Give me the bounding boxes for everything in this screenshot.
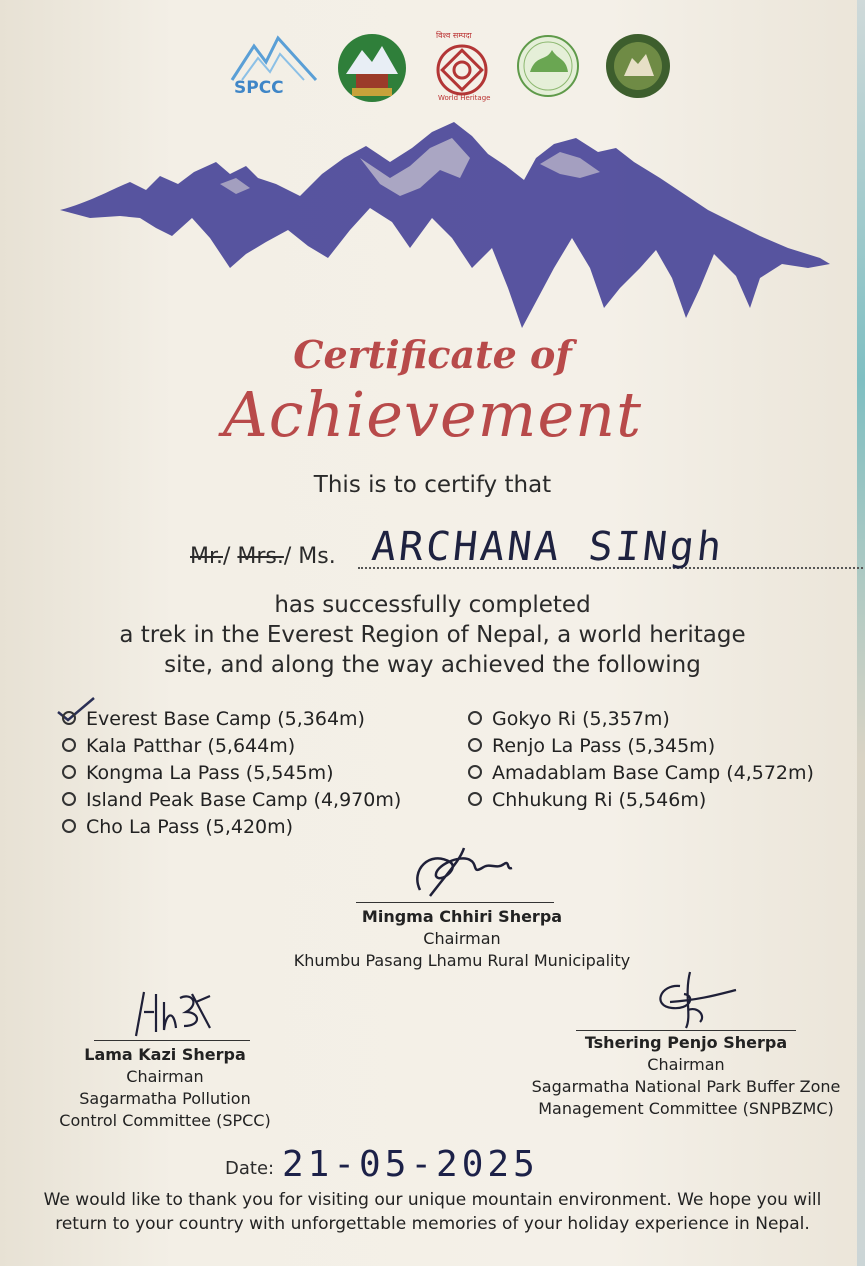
national-park-logo: [604, 32, 672, 100]
right-signatory-org-line2: Management Committee (SNPBZMC): [538, 1099, 834, 1118]
municipality-emblem-icon: [336, 32, 408, 104]
achievement-label: Island Peak Base Camp (4,970m): [86, 789, 402, 811]
mountain-range-illustration: [60, 118, 830, 338]
municipality-logo: [336, 32, 408, 104]
list-item: [468, 735, 814, 762]
buffer-zone-logo: [516, 32, 580, 100]
circle-bullet-icon: [468, 765, 482, 779]
certificate-title-line2: Achievement: [223, 378, 642, 451]
circle-bullet-icon: [62, 819, 76, 833]
achievement-label: Gokyo Ri (5,357m): [492, 708, 670, 730]
list-item: [62, 735, 401, 762]
circle-bullet-icon: [468, 792, 482, 806]
achievement-label: Everest Base Camp (5,364m): [86, 708, 365, 730]
achievements-right-list: [468, 708, 814, 816]
center-signatory-role: Chairman: [423, 929, 501, 948]
left-signatory-org-line1: Sagarmatha Pollution: [79, 1089, 251, 1108]
center-signature-line: [356, 902, 554, 903]
date-label: Date:: [225, 1158, 275, 1179]
date-value: 21-05-2025: [282, 1144, 539, 1185]
achievement-label: Cho La Pass (5,420m): [86, 816, 294, 838]
world-heritage-top-text: विश्व सम्पदा: [436, 31, 472, 40]
right-signatory-role: Chairman: [647, 1055, 725, 1074]
right-signature-line: [576, 1030, 796, 1031]
body-line1: has successfully completed: [274, 592, 591, 618]
left-signatory-name: Lama Kazi Sherpa: [84, 1045, 246, 1064]
center-signatory-org: Khumbu Pasang Lhamu Rural Municipality: [293, 951, 631, 970]
left-signature: [126, 982, 216, 1040]
center-signatory-name: Mingma Chhiri Sherpa: [361, 907, 563, 926]
right-signatory: [516, 1032, 856, 1120]
salutation-ms: Ms.: [298, 544, 336, 569]
right-signatory-org-line1: Sagarmatha National Park Buffer Zone: [531, 1077, 841, 1096]
center-signatory: [262, 906, 662, 972]
world-heritage-logo: [430, 32, 494, 112]
right-signatory-name: Tshering Penjo Sherpa: [584, 1033, 788, 1052]
salutation-mr: Mr.: [190, 544, 223, 569]
achievement-label: Kongma La Pass (5,545m): [86, 762, 334, 784]
list-item: [468, 708, 814, 735]
world-heritage-bottom-text: World Heritage: [438, 94, 491, 102]
left-signatory-role: Chairman: [126, 1067, 204, 1086]
right-signature: [640, 966, 740, 1032]
left-signatory-org-line2: Control Committee (SPCC): [59, 1111, 271, 1130]
certificate-title-line1: Certificate of: [293, 332, 572, 377]
buffer-zone-emblem-icon: [516, 32, 580, 100]
spcc-logo-text: SPCC: [234, 78, 284, 98]
list-item: [62, 789, 401, 816]
list-item: [62, 816, 401, 843]
circle-bullet-icon: [62, 765, 76, 779]
left-signatory: [40, 1044, 290, 1132]
logo-row: [220, 32, 680, 112]
salutation-mrs: Mrs.: [237, 544, 284, 569]
list-item: [468, 789, 814, 816]
spcc-logo: [228, 32, 320, 102]
center-signature: [400, 840, 520, 904]
achievements-left-list: [62, 708, 401, 843]
circle-bullet-icon: [468, 738, 482, 752]
achievement-label: Kala Patthar (5,644m): [86, 735, 296, 757]
recipient-name: ARCHANA SINgh: [369, 524, 727, 570]
footer-line2: return to your country with unforgettable memories of your holiday experience in Nepal.: [55, 1214, 810, 1234]
salutation-options: Mr./ Mrs./ Ms.: [190, 544, 336, 569]
left-signature-line: [94, 1040, 250, 1041]
list-item: [62, 708, 401, 735]
circle-bullet-icon: [468, 711, 482, 725]
body-line3: site, and along the way achieved the following: [164, 652, 701, 678]
national-park-emblem-icon: [604, 32, 672, 100]
circle-bullet-icon: [62, 792, 76, 806]
circle-bullet-icon: [62, 738, 76, 752]
achievement-label: Renjo La Pass (5,345m): [492, 735, 716, 757]
certify-intro: This is to certify that: [313, 472, 552, 498]
list-item: [468, 762, 814, 789]
achievement-label: Amadablam Base Camp (4,572m): [492, 762, 814, 784]
circle-bullet-icon: [62, 711, 76, 725]
footer-line1: We would like to thank you for visiting our unique mountain environment. We hope you will: [43, 1190, 822, 1210]
achievement-label: Chhukung Ri (5,546m): [492, 789, 707, 811]
list-item: [62, 762, 401, 789]
body-line2: a trek in the Everest Region of Nepal, a world heritage: [119, 622, 746, 648]
